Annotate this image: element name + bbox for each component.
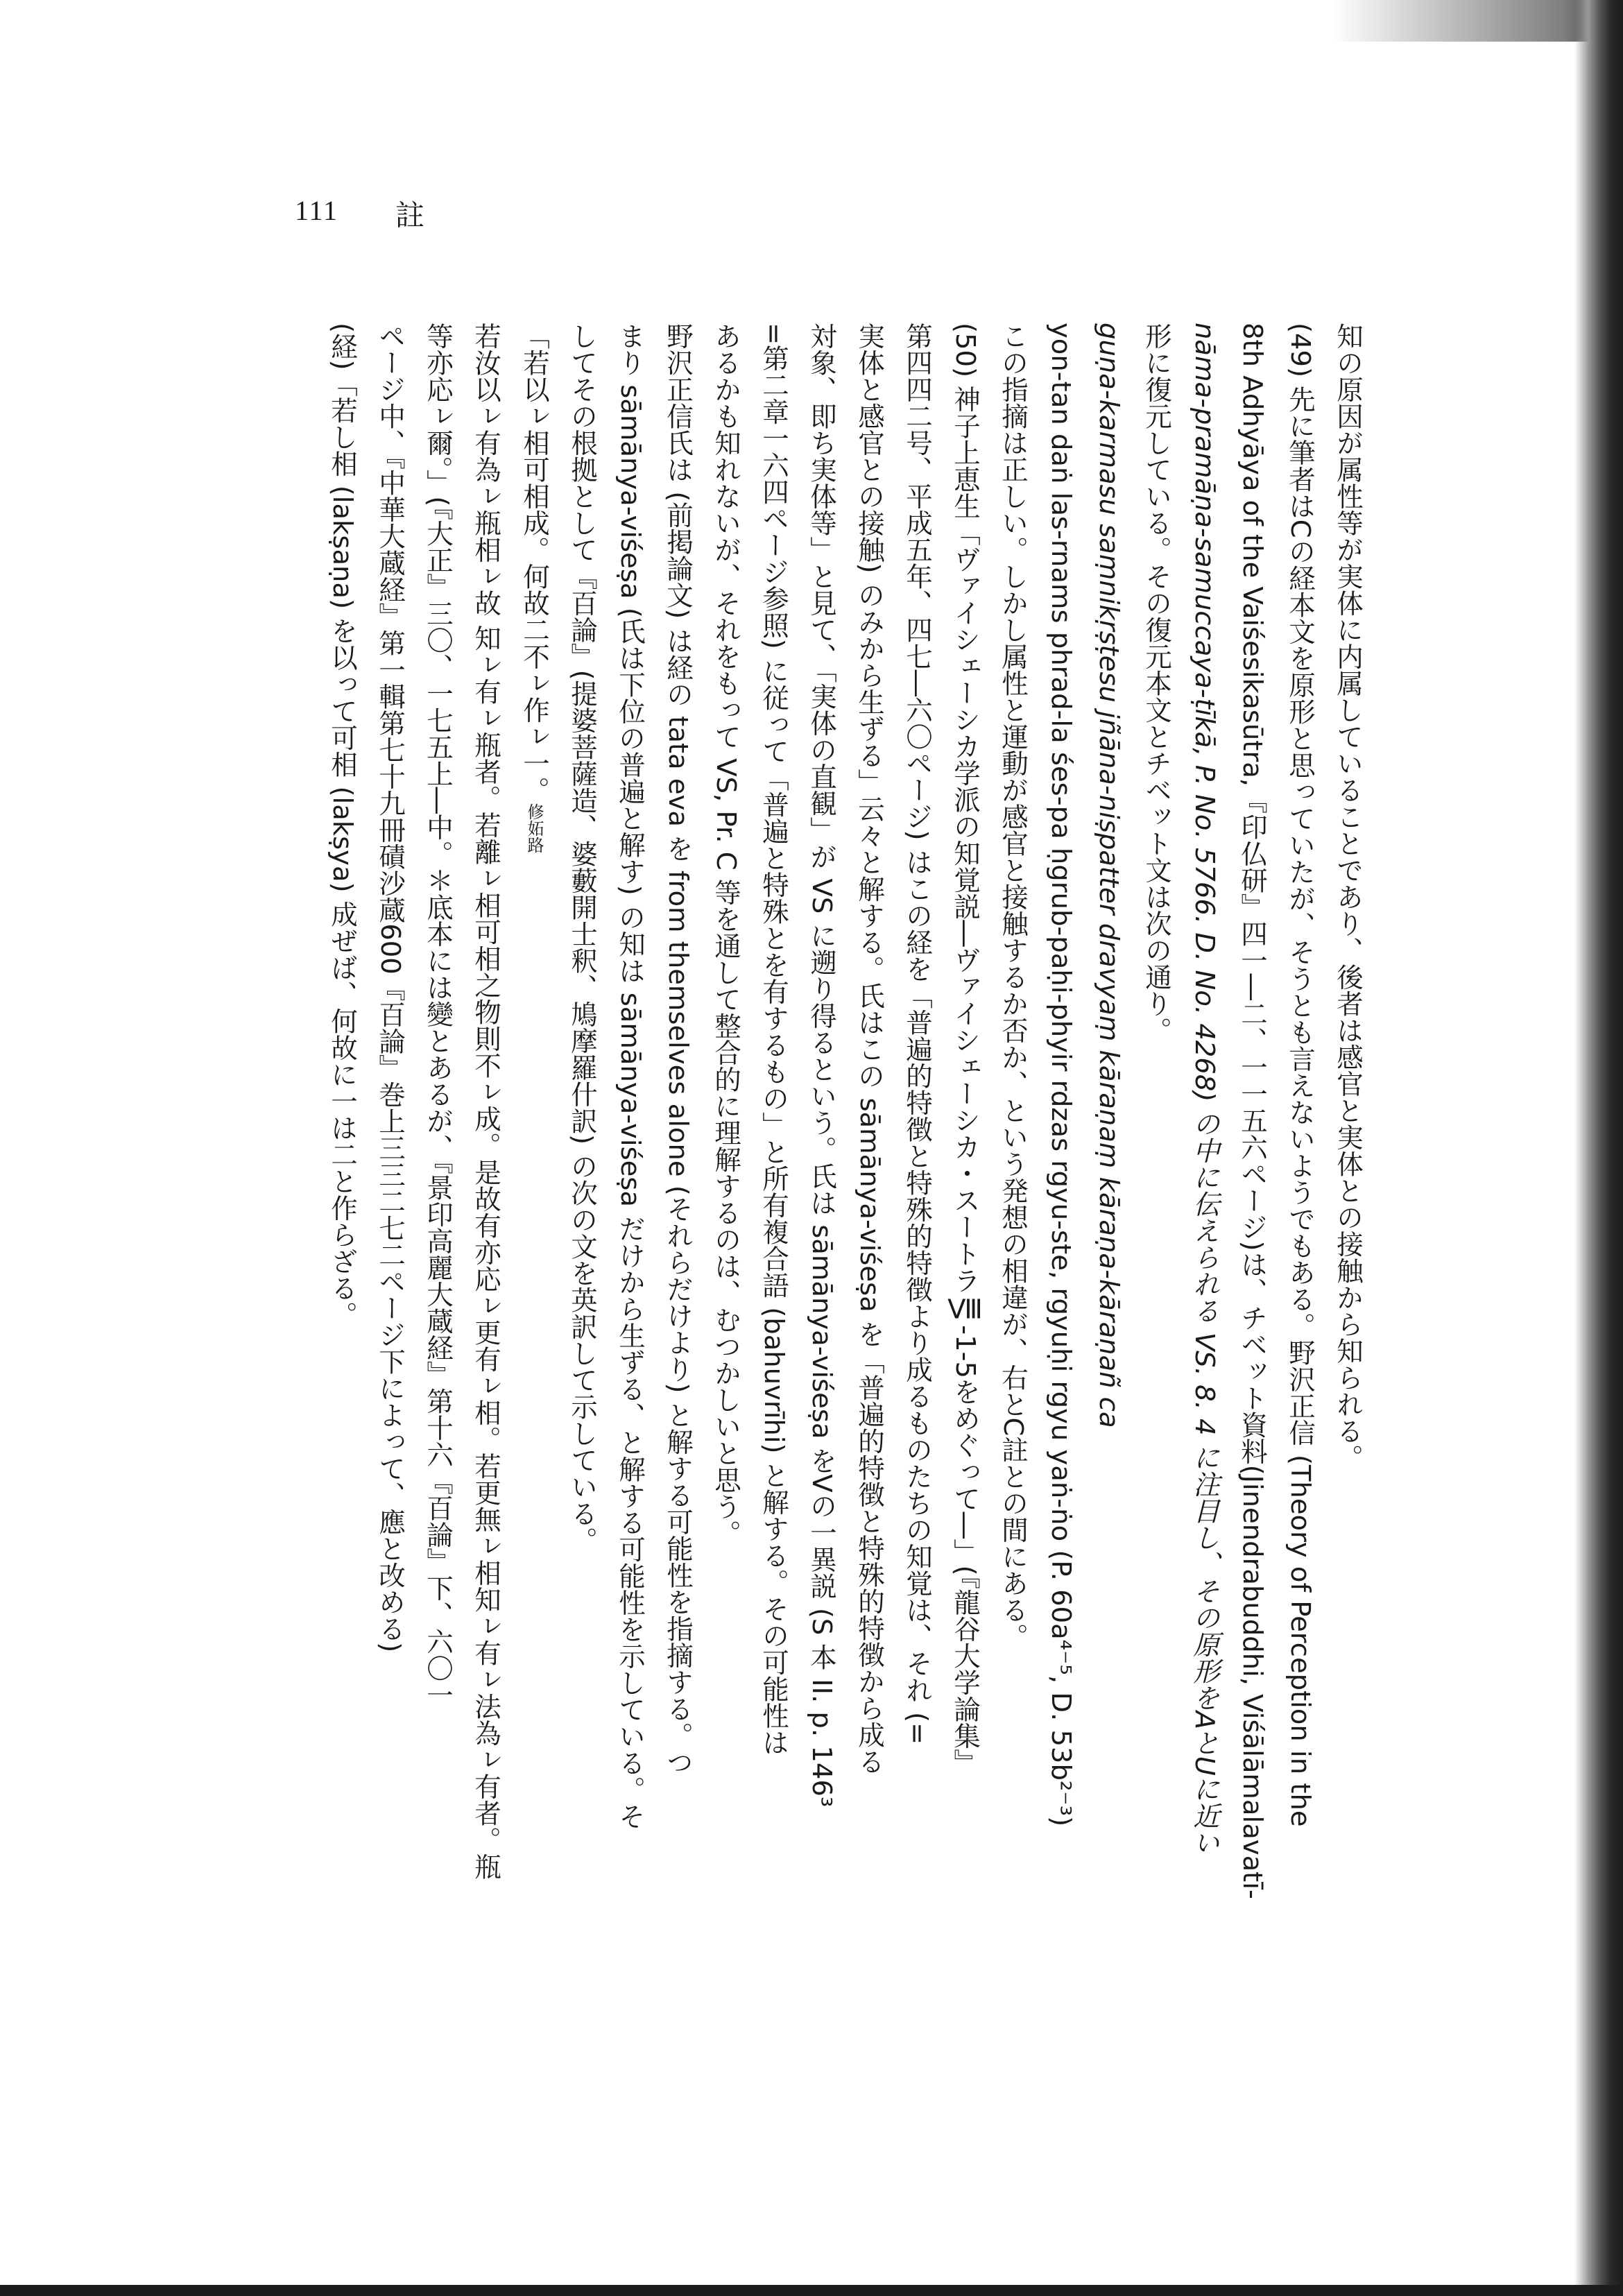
text-line: nāma-pramāṇa-samuccaya-ṭīkā, P. No. 5766. D. No. 4268) の中に伝えられる VS. 8. 4 に注目し、その原形をAとUに近い: [1189, 323, 1220, 1856]
running-head: 註: [395, 198, 425, 232]
text-line: 野沢正信氏は (前掲論文) は経の tata eva を from themselves alone (それらだけより) と解する可能性を指摘する。つ: [662, 323, 694, 1776]
note-49-line: (49) 先に筆者はCの経本文を原形と思っていたが、そうとも言えないようでもある。野沢正信 (Theory of Perception in the: [1285, 323, 1316, 1827]
text-line: してその根拠として『百論』(提婆菩薩造、婆藪開士釈、鳩摩羅什訳) の次の文を英訳して示している。: [567, 323, 598, 1554]
scan-shadow-edge: [1574, 0, 1623, 2296]
text-line: この指摘は正しい。しかし属性と運動が感官と接触するか否か、という発想の相違が、右とC註との間にある。: [997, 323, 1029, 1650]
quotation-line: ページ中、『中華大蔵経』第一輯第七十九冊磧沙蔵600『百論』巻上三三二七二ページ下によって、應と改める): [375, 323, 406, 1653]
page-number: 111: [295, 195, 339, 226]
text-line: 形に復元している。その復元本文とチベット文は次の通り。: [1141, 323, 1172, 1044]
tibetan-text: yon-tan daṅ las-rnams phrad-la śes-pa ḥgrub-paḥi-phyir rdzas rgyu-ste, rgyuḥi rgyu yaṅ-ṅo (P. 60a⁴⁻⁵, D. 53b²⁻³): [1045, 323, 1076, 1827]
quotation-line: 若汝以ㇾ有為ㇾ瓶相ㇾ故 知ㇾ有ㇾ瓶者。若離ㇾ相可相之物則不ㇾ成。是故有亦応ㇾ更有ㇾ相。若更無ㇾ相知ㇾ有ㇾ法為ㇾ有者。瓶: [470, 323, 501, 1881]
sanskrit-restoration: guṇa-karmasu saṃnikṛṣṭesu jñāna-niṣpatter dravyaṃ kāraṇaṃ kāraṇa-kāraṇañ ca: [1093, 323, 1124, 1428]
quotation-line: 等亦応ㇾ爾。」(『大正』三〇、一七五上―中。＊底本には變とあるが、『景印高麗大蔵経』第十六『百論』下、六〇一: [422, 323, 454, 1708]
text-line: あるかも知れないが、それをもって VS, Pr. C 等を通して整合的に理解するのは、むつかしいと思う。: [710, 323, 741, 1547]
text-line: 知の原因が属性等が実体に内属していることであり、後者は感官と実体との接触から知られる。: [1332, 323, 1364, 1471]
note-50-line: (50) 神子上恵生「ヴァイシェーシカ学派の知覚説―ヴァイシェーシカ・スートラⅧ-1-5をめぐって―」(『龍谷大学論集』: [950, 323, 981, 1776]
text-line: まり sāmānya-viśeṣa (氏は下位の普遍と解す) の知は sāmānya-viśeṣa だけから生ずる、と解する可能性を示している。そ: [615, 323, 646, 1830]
text-line: =第二章一六四ページ参照) に従って「普遍と特殊とを有するもの」と所有複合語 (bahuvrīhi) と解する。その可能性は: [758, 323, 789, 1756]
main-text: [54, 323, 1372, 2237]
text-line: 第四四二号、平成五年、四七―六〇ページ) はこの経を「普遍的特徴と特殊的特徴より成るものたちの知覚は、それ (=: [902, 323, 933, 1745]
bottom-border: [0, 2285, 1623, 2296]
text-line: 8th Adhyāya of the Vaiśesikasūtra,『印仏研』四一―二、一一五六ページ)は、チベット資料(Jinendrabuddhi, Viśālāmalavatī-: [1237, 323, 1268, 1899]
translation-line: (経)「若し相 (lakṣaṇa) を以って可相 (lakṣya) 成ぜば、何故に一は二と作らざる。: [327, 323, 358, 1328]
variant-note: 修妬路: [524, 803, 544, 853]
quotation-line: 「若以ㇾ相可相成。何故二不ㇾ作ㇾ一。修妬路: [519, 323, 550, 853]
text-line: 対象、即ち実体等」と見て、「実体の直観」が VS に遡り得るという。氏は sāmānya-viśeṣa をVの一異説 (S 本 II. p. 146³: [806, 323, 837, 1808]
text-line: 実体と感官との接触) のみから生ずる」云々と解する。氏はこの sāmānya-viśeṣa を「普遍的特徴と特殊的特徴から成る: [854, 323, 885, 1775]
